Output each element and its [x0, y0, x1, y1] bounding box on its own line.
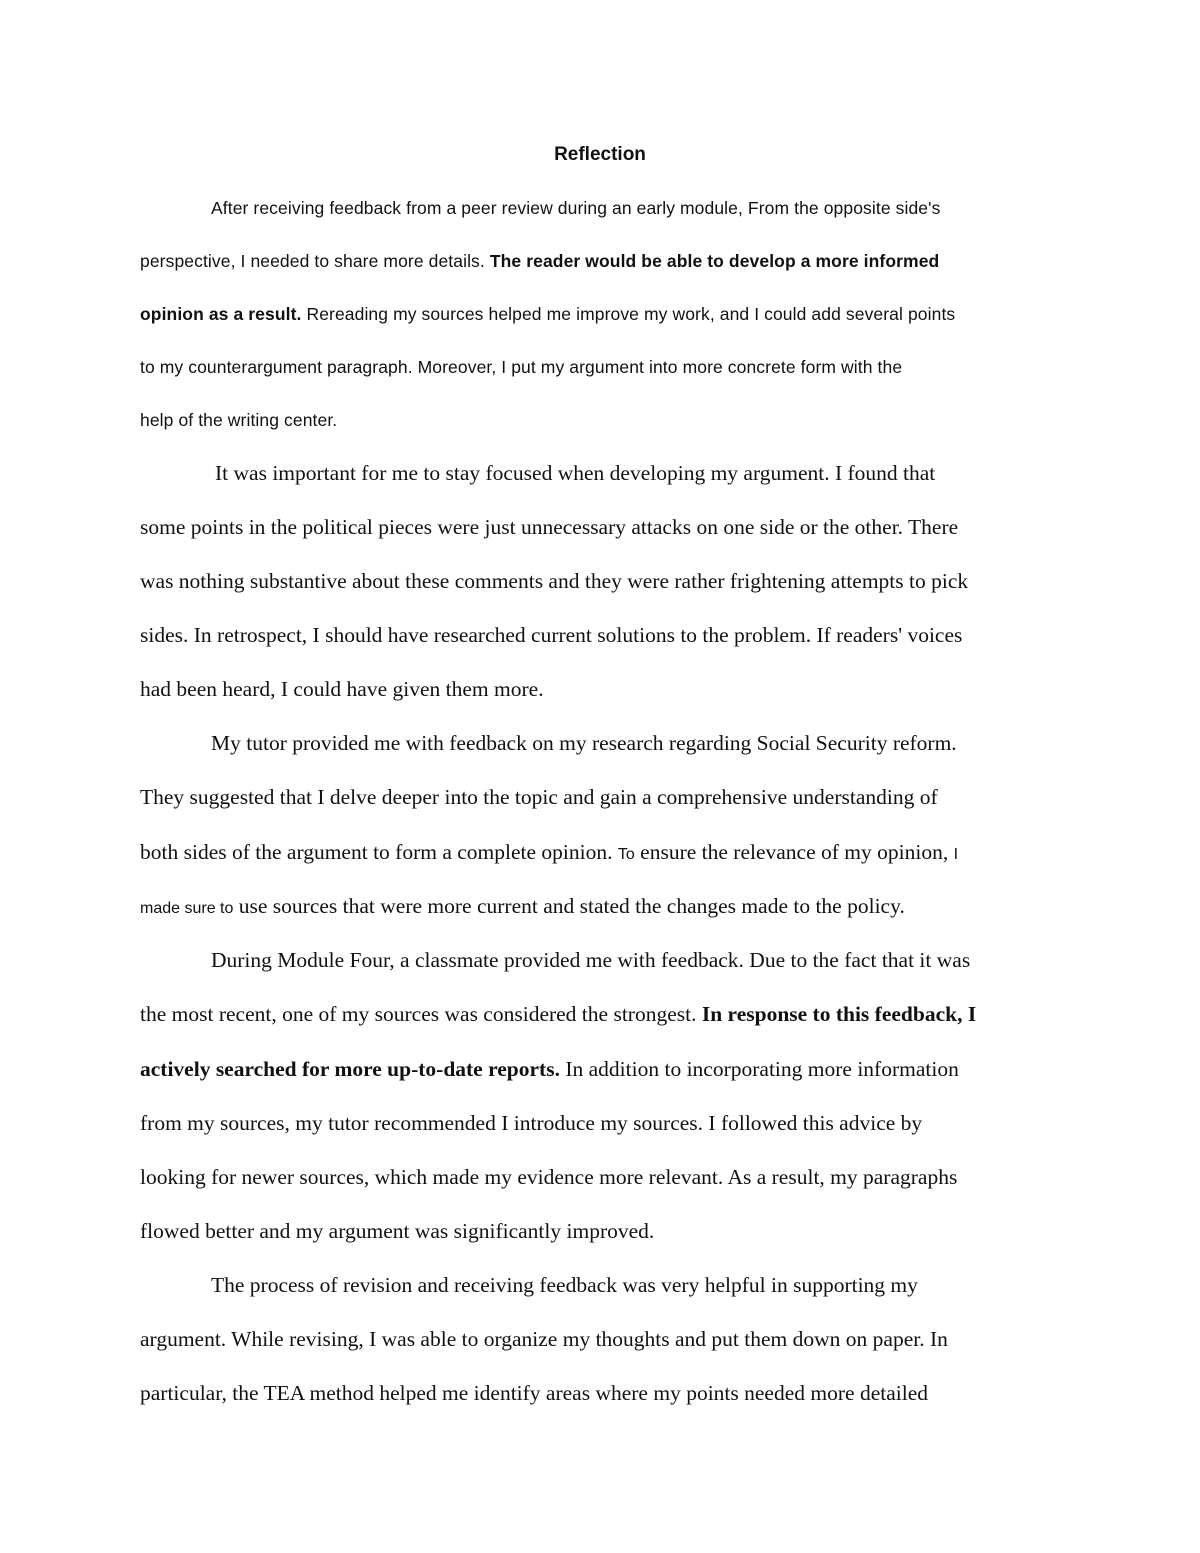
- paragraph-3-line-3-to: To: [617, 846, 635, 863]
- paragraph-4-line-2-bold: In response to this feedback, I: [701, 1002, 977, 1026]
- paragraph-3-line-3-text-c: ensure the relevance of my opinion,: [640, 840, 949, 864]
- paragraph-1-line-4: to my counterargument paragraph. Moreover, I put my argument into more concrete form with the: [140, 357, 903, 377]
- paragraph-4-line-3-bold: actively searched for more up-to-date reports.: [140, 1057, 560, 1081]
- paragraph-3-line-4: [140, 891, 905, 924]
- paragraph-1-line-2: [140, 246, 939, 276]
- paragraph-4-line-1: During Module Four, a classmate provided me with feedback. Due to the fact that it was: [211, 948, 971, 972]
- paragraph-2-line-1: It was important for me to stay focused when developing my argument. I found that: [215, 461, 936, 485]
- paragraph-2-line-4: sides. In retrospect, I should have researched current solutions to the problem. If readers' voices: [140, 623, 963, 647]
- paragraph-1-line-5: help of the writing center.: [140, 410, 338, 430]
- paragraph-4-line-2-text: the most recent, one of my sources was considered the strongest.: [140, 1002, 697, 1026]
- paragraph-3-line-4-sans: made sure to: [140, 900, 234, 917]
- paragraph-3-line-3-i: I: [953, 846, 959, 863]
- paragraph-3-line-3-text-a: both sides of the argument to form a complete opinion.: [140, 840, 613, 864]
- paragraph-4-line-2: [140, 999, 976, 1029]
- paragraph-1-line-1: After receiving feedback from a peer review during an early module, From the opposite side's: [211, 198, 941, 218]
- paragraph-3-line-1: My tutor provided me with feedback on my research regarding Social Security reform.: [211, 731, 957, 755]
- paragraph-2-line-3: was nothing substantive about these comments and they were rather frightening attempts to pick: [140, 569, 969, 593]
- paragraph-1-line-2-text: perspective, I needed to share more details.: [140, 251, 485, 271]
- paragraph-4-line-5: looking for newer sources, which made my evidence more relevant. As a result, my paragraphs: [140, 1165, 958, 1189]
- page-title: Reflection: [554, 144, 646, 165]
- paragraph-1-line-3: [140, 299, 955, 329]
- paragraph-1-line-3-bold: opinion as a result.: [140, 304, 302, 324]
- paragraph-3-line-4-text: use sources that were more current and stated the changes made to the policy.: [238, 894, 905, 918]
- paragraph-2-line-2: some points in the political pieces were just unnecessary attacks on one side or the other. There: [140, 515, 959, 539]
- paragraph-4-line-3-text: In addition to incorporating more information: [565, 1057, 959, 1081]
- paragraph-1-line-3-text: Rereading my sources helped me improve my work, and I could add several points: [306, 304, 956, 324]
- paragraph-2-line-5: had been heard, I could have given them more.: [140, 677, 544, 701]
- paragraph-4-line-4: from my sources, my tutor recommended I introduce my sources. I followed this advice by: [140, 1111, 923, 1135]
- paragraph-4-line-3: [140, 1054, 959, 1084]
- paragraph-5-line-2: argument. While revising, I was able to organize my thoughts and put them down on paper. In: [140, 1327, 948, 1351]
- paragraph-1-line-2-bold: The reader would be able to develop a more informed: [489, 251, 940, 271]
- paragraph-5-line-1: The process of revision and receiving feedback was very helpful in supporting my: [211, 1273, 918, 1297]
- paragraph-4-line-6: flowed better and my argument was significantly improved.: [140, 1219, 655, 1243]
- paragraph-3-line-2: They suggested that I delve deeper into the topic and gain a comprehensive understanding of: [140, 785, 938, 809]
- paragraph-3-line-3: [140, 837, 958, 870]
- paragraph-5-line-3: particular, the TEA method helped me identify areas where my points needed more detailed: [140, 1381, 928, 1405]
